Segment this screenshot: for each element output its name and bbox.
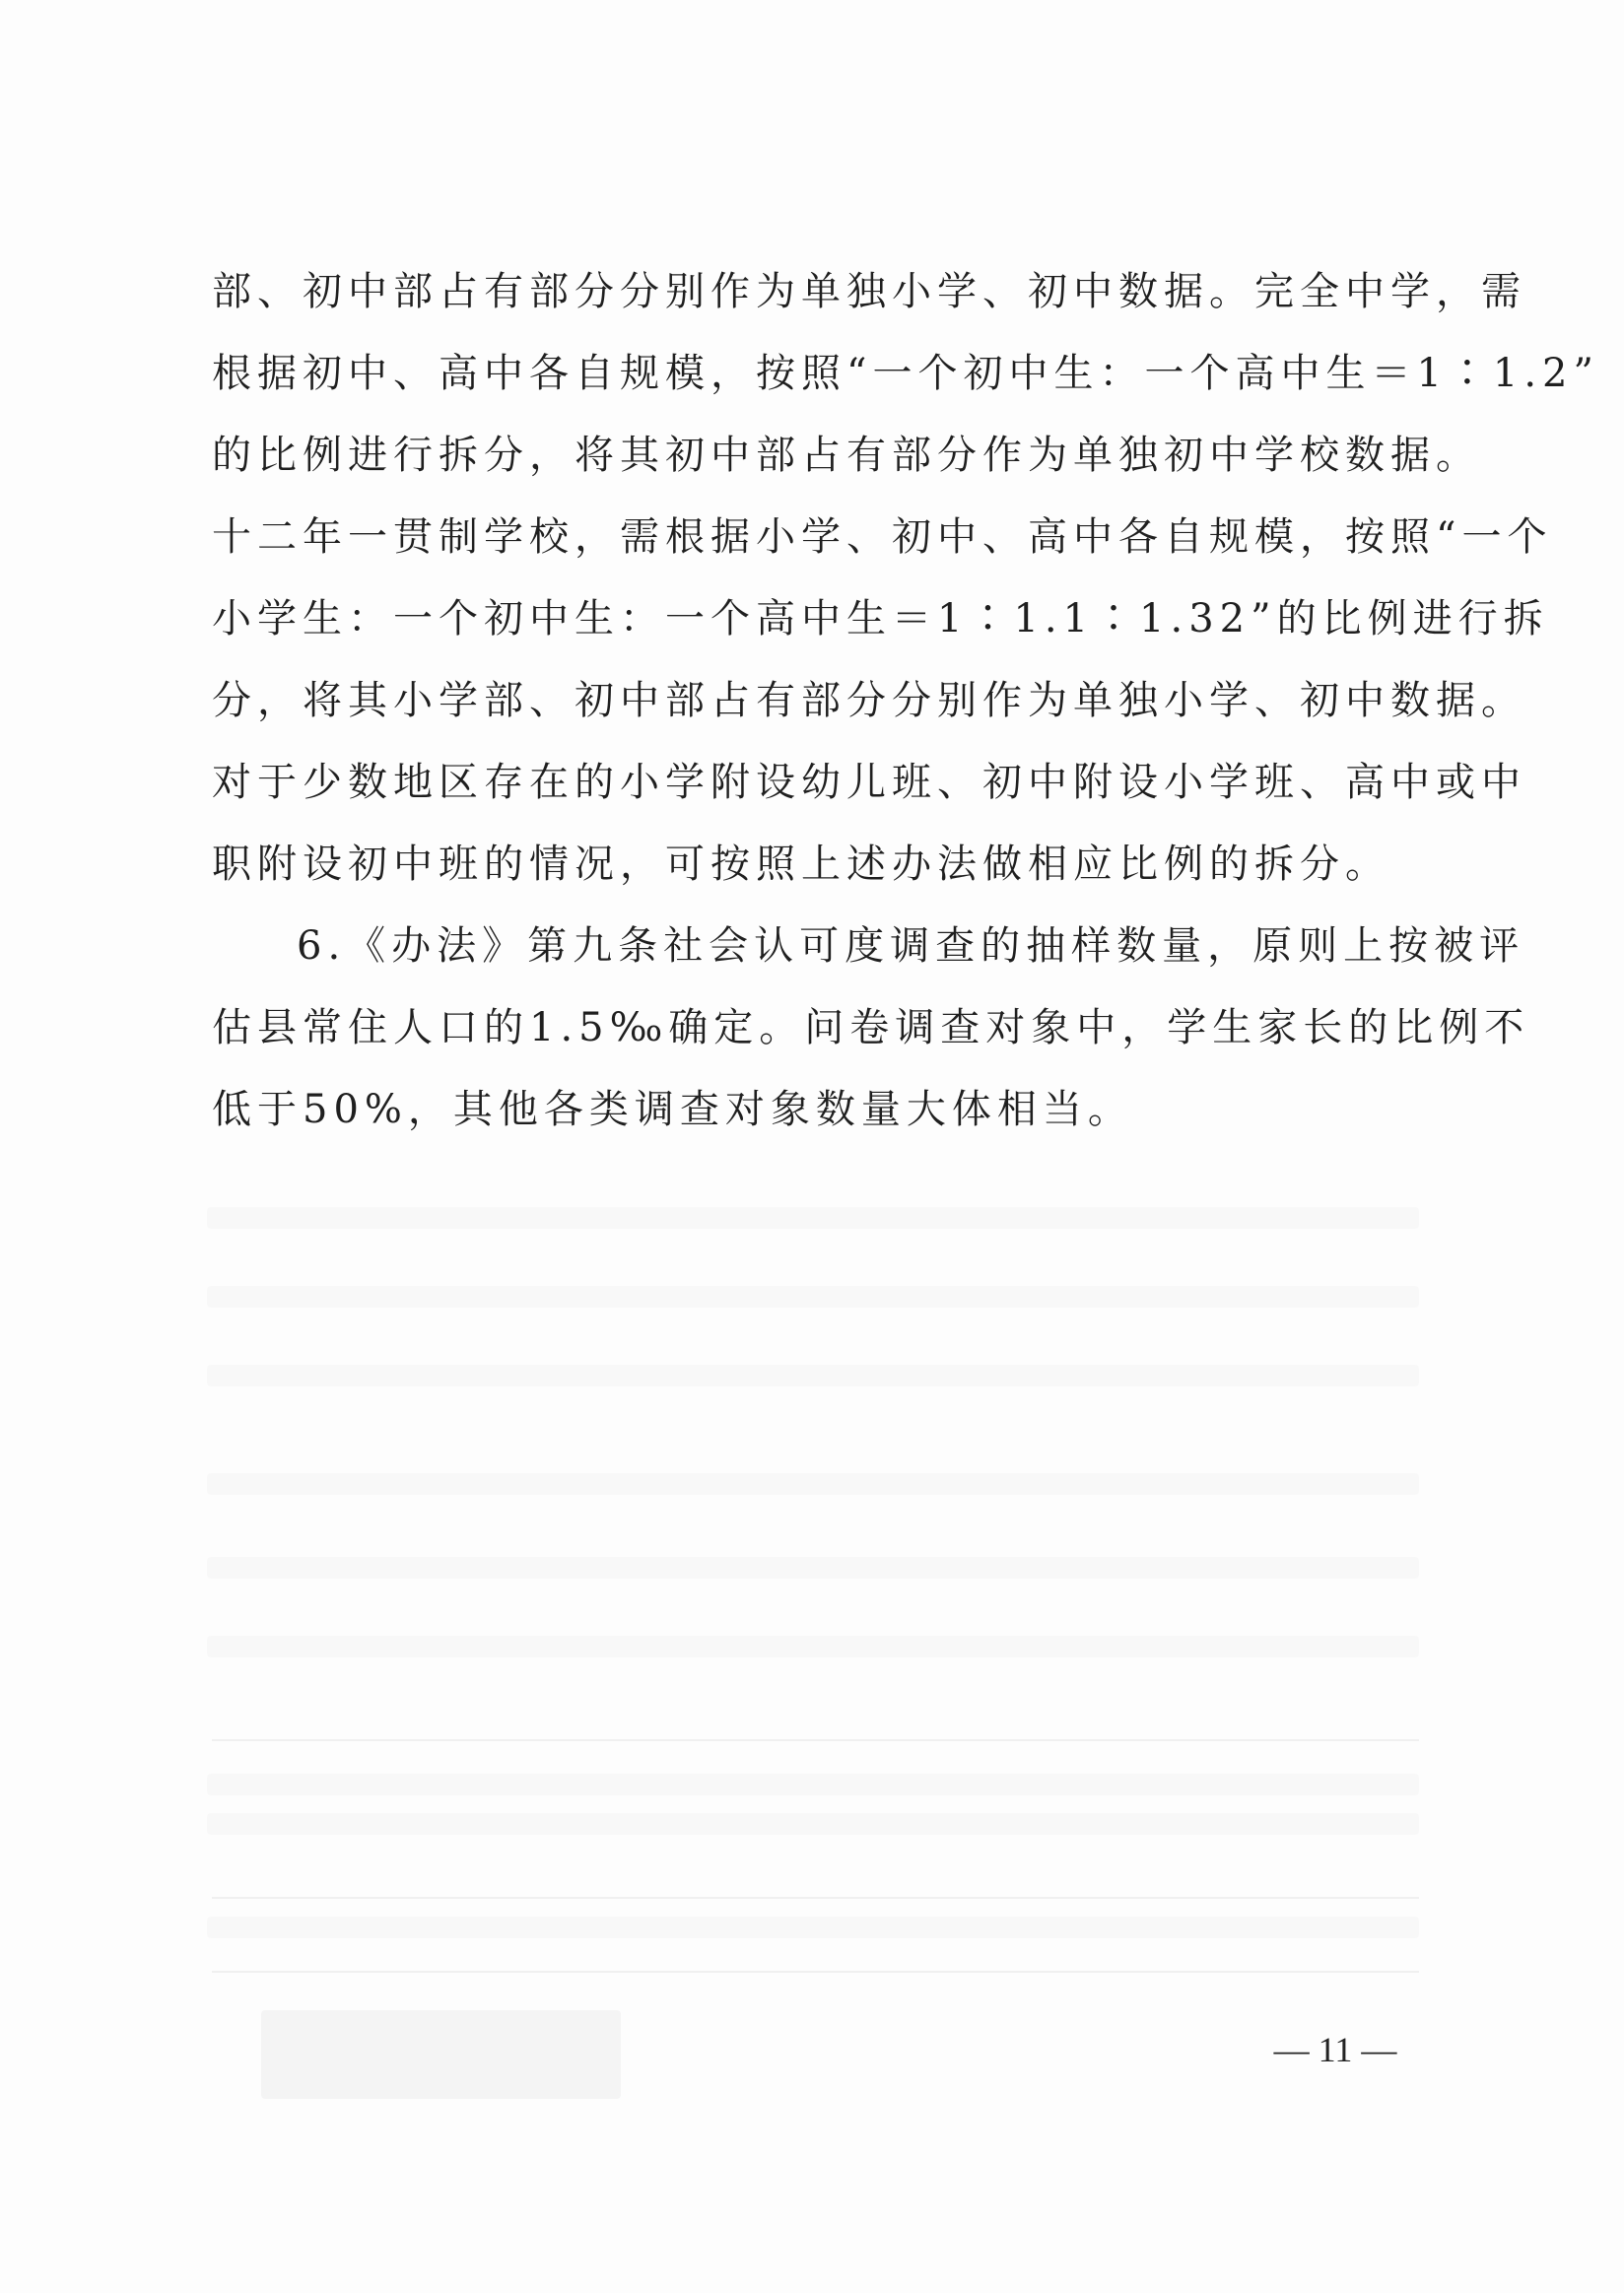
bleed-through-shadow — [207, 1774, 1419, 1795]
body-text — [212, 251, 1599, 1151]
text-line: 根据初中、高中各自规模，按照“一个初中生：一个高中生＝1∶1.2” — [212, 351, 1599, 396]
text-line: 分，将其小学部、初中部占有部分分别作为单独小学、初中数据。 — [212, 678, 1526, 723]
text-line: 对于少数地区存在的小学附设幼儿班、初中附设小学班、高中或中 — [212, 760, 1526, 805]
bleed-through-rule — [212, 1971, 1419, 1973]
bleed-through-shadow — [207, 1557, 1419, 1579]
bleed-through-shadow — [207, 1286, 1419, 1308]
text-line: 低于50%，其他各类调查对象数量大体相当。 — [212, 1087, 1133, 1132]
text-line: 估县常住人口的1.5‰确定。问卷调查对象中，学生家长的比例不 — [212, 1005, 1530, 1050]
text-line: 的比例进行拆分，将其初中部占有部分作为单独初中学校数据。 — [212, 433, 1481, 478]
text-line: 职附设初中班的情况，可按照上述办法做相应比例的拆分。 — [212, 842, 1390, 887]
bleed-through-shadow — [207, 1813, 1419, 1835]
bleed-through-stamp — [261, 2010, 621, 2099]
bleed-through-shadow — [207, 1636, 1419, 1657]
bleed-through-rule — [212, 1897, 1419, 1899]
text-line: 部、初中部占有部分分别作为单独小学、初中数据。完全中学，需 — [212, 269, 1526, 314]
bleed-through-shadow — [207, 1473, 1419, 1495]
page-number: — 11 — — [1273, 2030, 1397, 2069]
text-line: 十二年一贯制学校，需根据小学、初中、高中各自规模，按照“一个 — [212, 514, 1553, 560]
bleed-through-shadow — [207, 1365, 1419, 1386]
bleed-through-shadow — [207, 1917, 1419, 1938]
text-line: 6.《办法》第九条社会认可度调查的抽样数量，原则上按被评 — [297, 923, 1525, 969]
bleed-through-shadow — [207, 1207, 1419, 1229]
bleed-through-rule — [212, 1739, 1419, 1741]
text-line: 小学生：一个初中生：一个高中生＝1∶1.1∶1.32”的比例进行拆 — [212, 596, 1549, 641]
